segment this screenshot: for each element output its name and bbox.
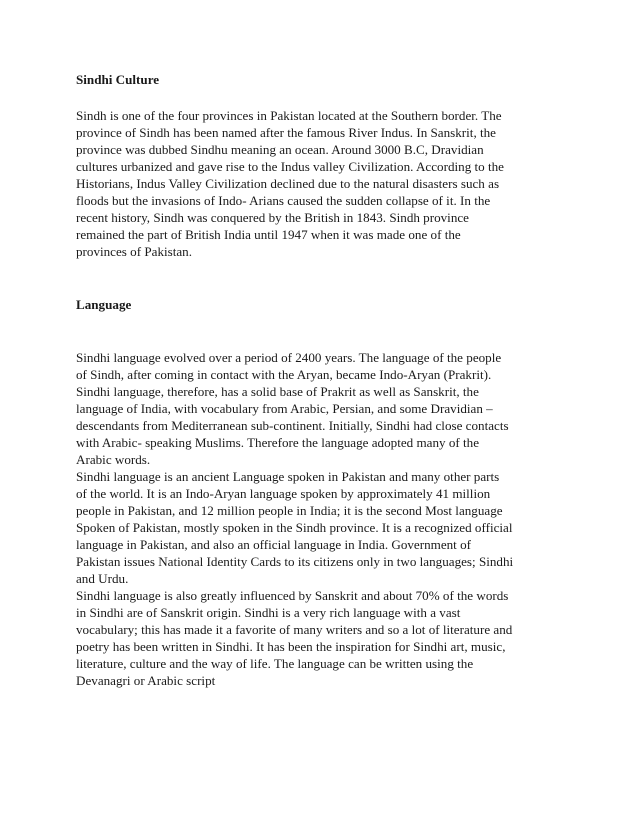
text-line: Spoken of Pakistan, mostly spoken in the Sindh province. It is a recognized official xyxy=(76,520,513,535)
text-line: Sindhi language, therefore, has a solid base of Prakrit as well as Sanskrit, the xyxy=(76,384,479,399)
text-line: Sindhi language evolved over a period of 2400 years. The language of the people xyxy=(76,350,502,365)
section-culture-paragraph xyxy=(76,107,576,260)
text-line: in Sindhi are of Sanskrit origin. Sindhi is a very rich language with a vast xyxy=(76,605,461,620)
text-line: of the world. It is an Indo-Aryan language spoken by approximately 41 million xyxy=(76,486,491,501)
document-body xyxy=(76,71,576,689)
text-line: province was dubbed Sindhu meaning an ocean. Around 3000 B.C, Dravidian xyxy=(76,142,484,157)
text-line: Arabic words. xyxy=(76,452,151,467)
heading-sindhi-culture: Sindhi Culture xyxy=(76,72,160,87)
text-line: recent history, Sindh was conquered by the British in 1843. Sindh province xyxy=(76,210,469,225)
text-line: Sindhi language is an ancient Language spoken in Pakistan and many other parts xyxy=(76,469,500,484)
text-line: province of Sindh has been named after the famous River Indus. In Sanskrit, the xyxy=(76,125,496,140)
text-line: language in Pakistan, and also an official language in India. Government of xyxy=(76,537,471,552)
text-line: Devanagri or Arabic script xyxy=(76,673,216,688)
text-line: remained the part of British India until 1947 when it was made one of the xyxy=(76,227,461,242)
text-line: literature, culture and the way of life. The language can be written using the xyxy=(76,656,474,671)
text-line: Historians, Indus Valley Civilization declined due to the natural disasters such as xyxy=(76,176,500,191)
text-line: of Sindh, after coming in contact with the Aryan, became Indo-Aryan (Prakrit). xyxy=(76,367,492,382)
text-line: Sindh is one of the four provinces in Pakistan located at the Southern border. The xyxy=(76,108,502,123)
text-line: descendants from Mediterranean sub-continent. Initially, Sindhi had close contacts xyxy=(76,418,509,433)
text-line: language of India, with vocabulary from Arabic, Persian, and some Dravidian – xyxy=(76,401,493,416)
heading-language: Language xyxy=(76,297,132,312)
text-line: and Urdu. xyxy=(76,571,129,586)
text-line: people in Pakistan, and 12 million people in India; it is the second Most language xyxy=(76,503,503,518)
text-line: with Arabic- speaking Muslims. Therefore the language adopted many of the xyxy=(76,435,480,450)
section-language-paragraph xyxy=(76,349,576,689)
text-line: provinces of Pakistan. xyxy=(76,244,193,259)
text-line: floods but the invasions of Indo- Arians caused the sudden collapse of it. In the xyxy=(76,193,491,208)
text-line: Sindhi language is also greatly influenced by Sanskrit and about 70% of the words xyxy=(76,588,509,603)
text-line: cultures urbanized and gave rise to the Indus valley Civilization. According to the xyxy=(76,159,504,174)
text-line: Pakistan issues National Identity Cards to its citizens only in two languages; Sindhi xyxy=(76,554,514,569)
text-line: vocabulary; this has made it a favorite of many writers and so a lot of literature and xyxy=(76,622,513,637)
text-line: poetry has been written in Sindhi. It has been the inspiration for Sindhi art, music, xyxy=(76,639,506,654)
